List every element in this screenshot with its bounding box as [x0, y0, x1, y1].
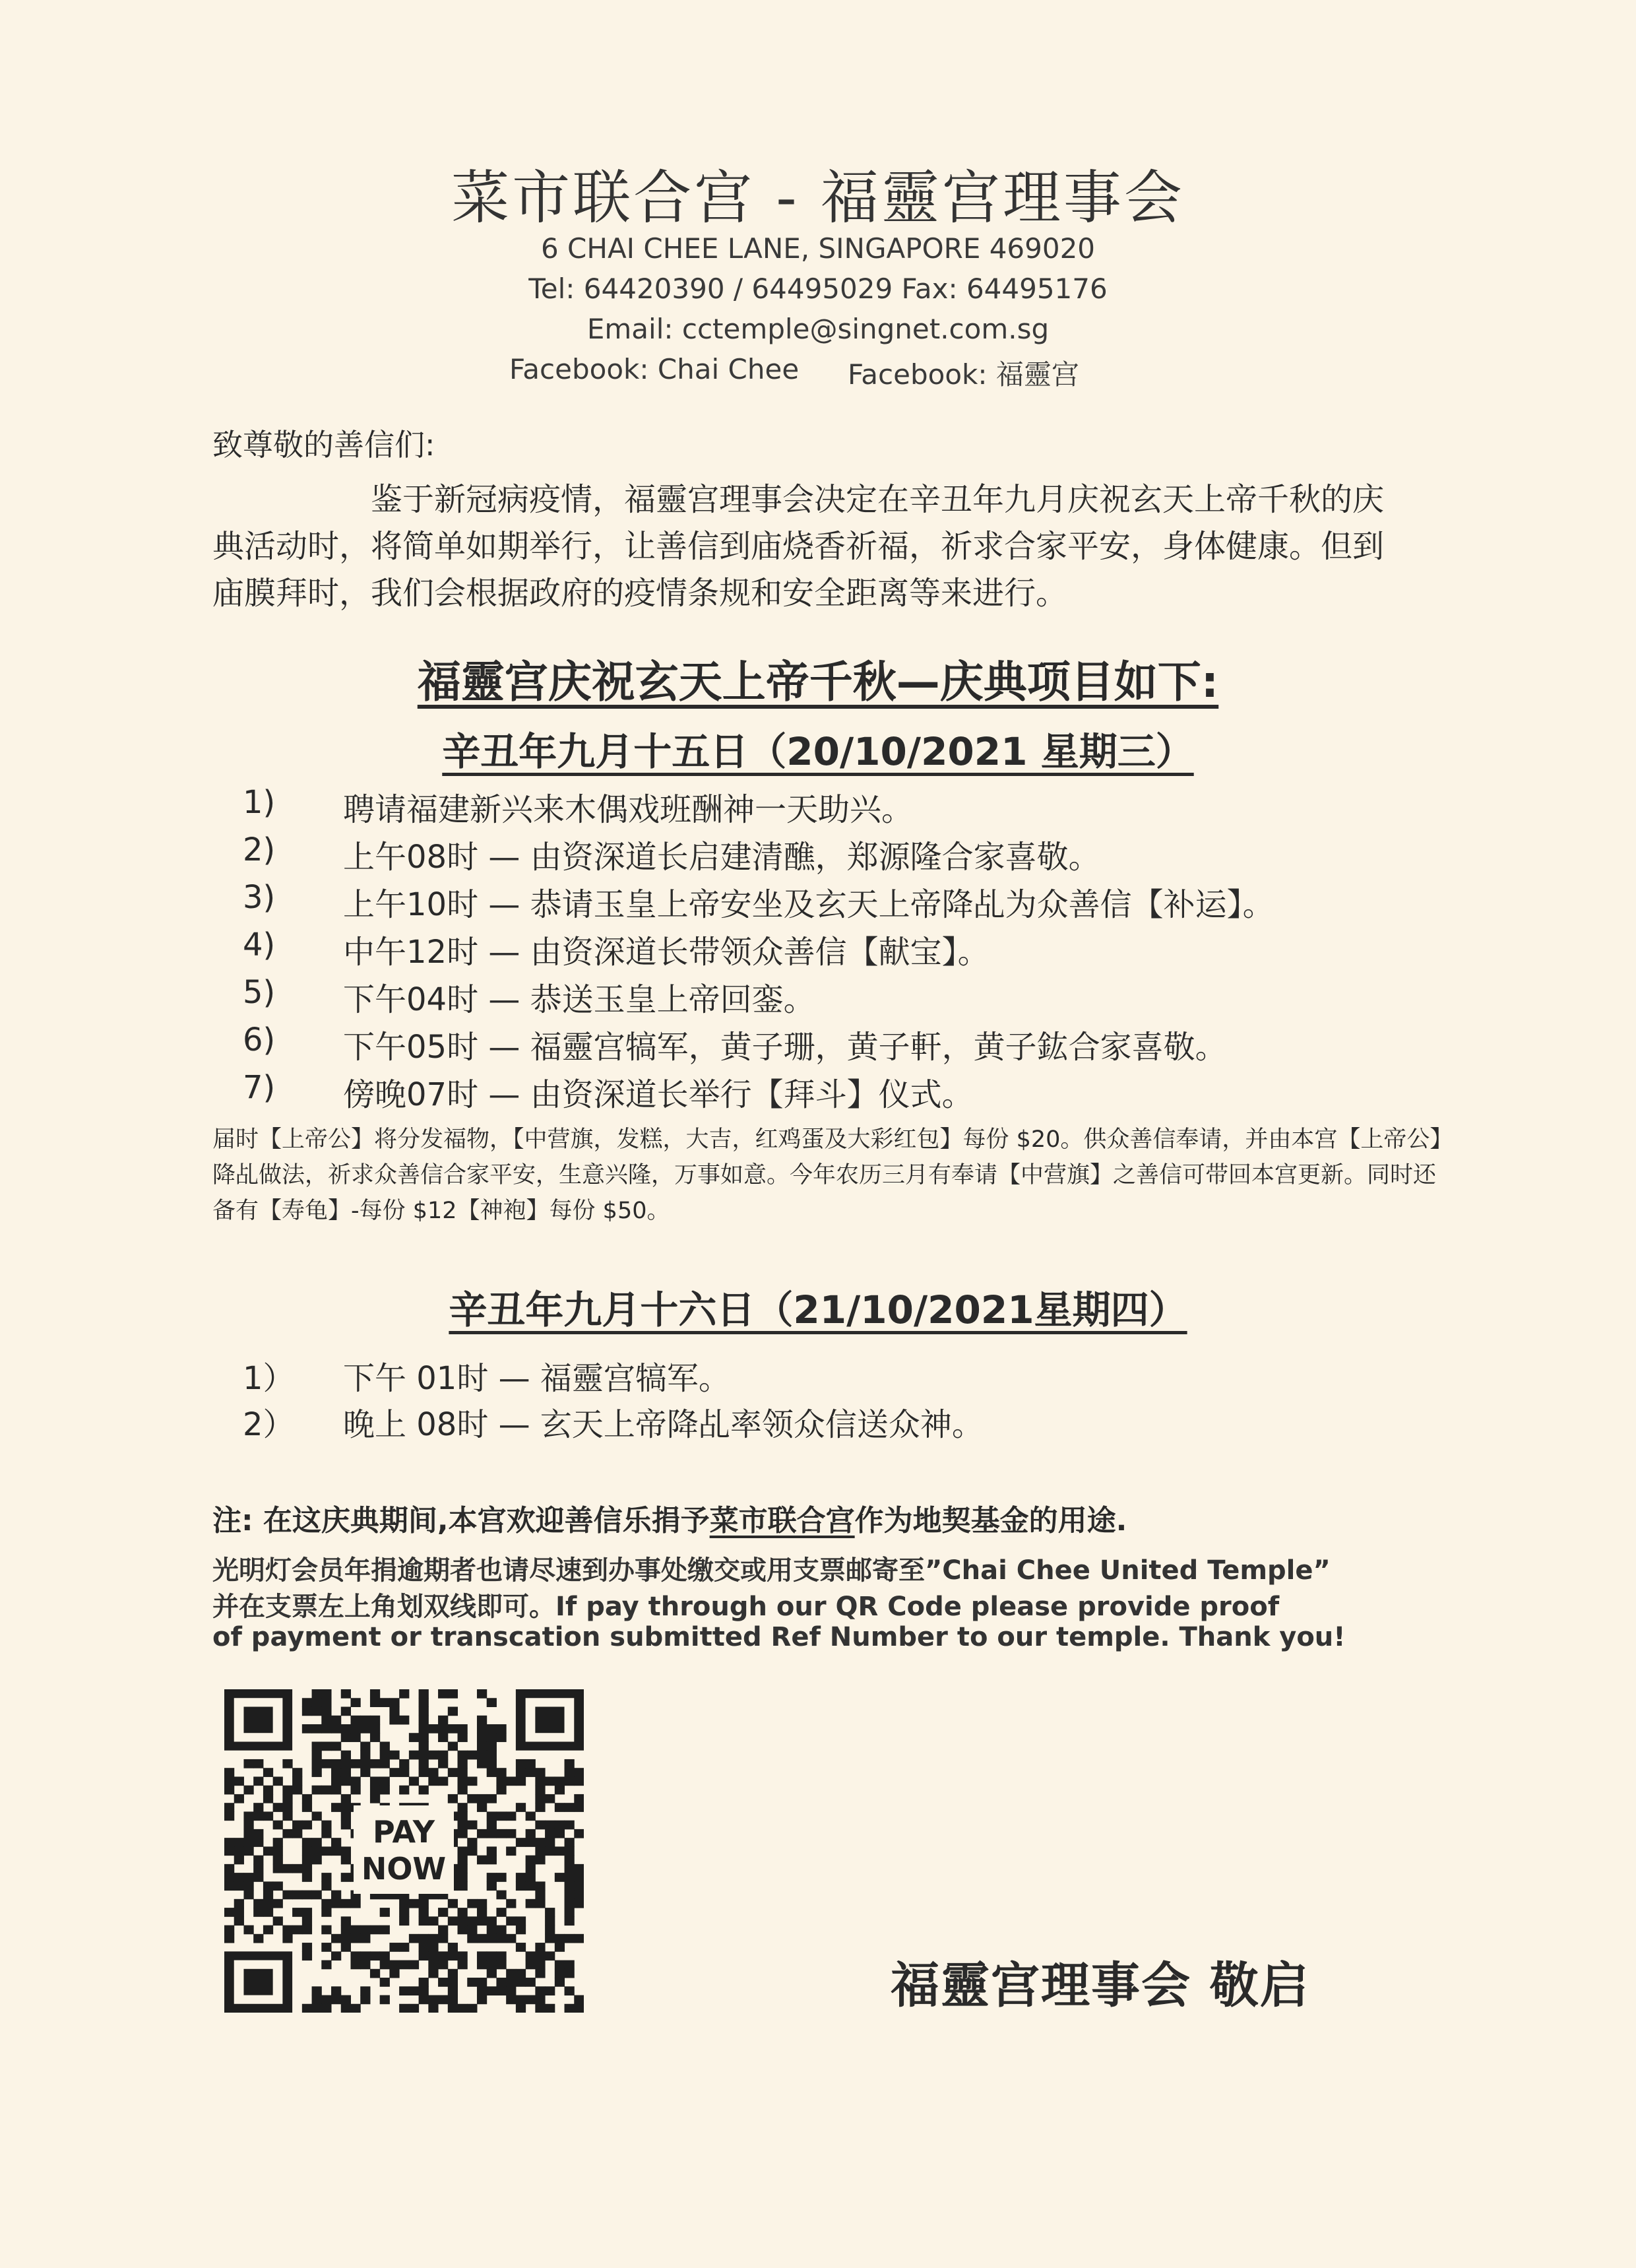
day1-item-number: 6) — [243, 1021, 276, 1058]
donation-note-temple: 菜市联合宫 — [709, 1504, 855, 1538]
day2-item-text: 下午 01时 — 福靈宫犒军。 — [343, 1360, 730, 1397]
donation-note-suffix: 作为地契基金的用途. — [854, 1504, 1127, 1538]
payment-note-line: of payment or transcation submitted Ref Number to our temple. Thank you! — [212, 1622, 1346, 1652]
day1-item-number: 5) — [243, 974, 276, 1011]
email-line: Email: cctemple@singnet.com.sg — [586, 313, 1050, 345]
day1-note: 届时【上帝公】将分发福物，【中营旗，发糕，大吉，红鸡蛋及大彩红包】每份 $20。供众善信奉请，并由本宫【上帝公】降乩做法，祈求众善信合家平安，生意兴隆，万事如意。今年农历三月有奉请【中营旗】之善信可带回本宫更新。同时还备有【寿龟】-每份 $12【神袍】每份 $50。 — [212, 1126, 1441, 1224]
day1-item-text: 聘请福建新兴来木偶戏班酬神一天助兴。 — [343, 791, 914, 828]
document-title: 菜市联合宫 - 福靈宫理事会 — [451, 164, 1185, 232]
donation-note-prefix: 注: 在这庆典期间,本宫欢迎善信乐捐予 — [212, 1504, 710, 1538]
paynow-qr-code — [224, 1689, 584, 2013]
day1-item-text: 下午05时 — 福靈宫犒军，黄子珊，黄子軒，黄子鈜合家喜敬。 — [343, 1029, 1227, 1066]
day1-item-text: 下午04时 — 恭送玉皇上帝回銮。 — [343, 981, 815, 1018]
payment-note-line: 并在支票左上角划双线即可。If pay through our QR Code please provide proof — [212, 1592, 1280, 1622]
donation-note — [212, 1497, 1127, 1539]
day1-item-number: 2) — [243, 831, 276, 868]
day1-item-number: 7) — [243, 1069, 276, 1106]
main-heading: 福靈宫庆祝玄天上帝千秋—庆典项目如下: — [417, 657, 1219, 707]
day1-item-text: 中午12时 — 由资深道长带领众善信【献宝】。 — [343, 934, 990, 971]
facebook-chai-chee: Facebook: Chai Chee — [509, 353, 800, 385]
paynow-logo-bottom: NOW — [361, 1851, 447, 1887]
paynow-logo-top: PAY — [373, 1814, 435, 1850]
payment-note-line: 光明灯会员年捐逾期者也请尽速到办事处缴交或用支票邮寄至”Chai Chee United Temple” — [212, 1555, 1331, 1586]
day2-item-number: 1） — [243, 1360, 295, 1397]
day1-item-number: 1) — [243, 784, 276, 821]
day1-item-number: 4) — [243, 926, 276, 963]
day1-item-text: 上午08时 — 由资深道长启建清醮，郑源隆合家喜敬。 — [343, 839, 1100, 876]
phone-line: Tel: 64420390 / 64495029 Fax: 64495176 — [528, 273, 1108, 305]
greeting: 致尊敬的善信们: — [212, 427, 435, 463]
day2-item-number: 2） — [243, 1406, 295, 1443]
day2-heading: 辛丑年九月十六日（21/10/2021星期四） — [449, 1287, 1187, 1332]
address-line: 6 CHAI CHEE LANE, SINGAPORE 469020 — [540, 232, 1096, 265]
intro-paragraph: 鉴于新冠病疫情，福靈宫理事会决定在辛丑年九月庆祝玄天上帝千秋的庆典活动时，将简单如期举行，让善信到庙烧香祈福，祈求合家平安，身体健康。但到庙膜拜时，我们会根据政府的疫情条规和安全距离等来进行。 — [212, 481, 1385, 612]
day1-item-text: 傍晚07时 — 由资深道长举行【拜斗】仪式。 — [343, 1076, 974, 1113]
day1-heading: 辛丑年九月十五日（20/10/2021 星期三） — [442, 729, 1194, 774]
signature: 福靈宫理事会 敬启 — [891, 1957, 1310, 2014]
day1-item-text: 上午10时 — 恭请玉皇上帝安坐及玄天上帝降乩为众善信【补运】。 — [343, 886, 1274, 923]
day1-item-number: 3) — [243, 879, 276, 916]
facebook-fuling: Facebook: 福靈宫 — [848, 358, 1079, 391]
day2-item-text: 晚上 08时 — 玄天上帝降乩率领众信送众神。 — [343, 1406, 984, 1443]
